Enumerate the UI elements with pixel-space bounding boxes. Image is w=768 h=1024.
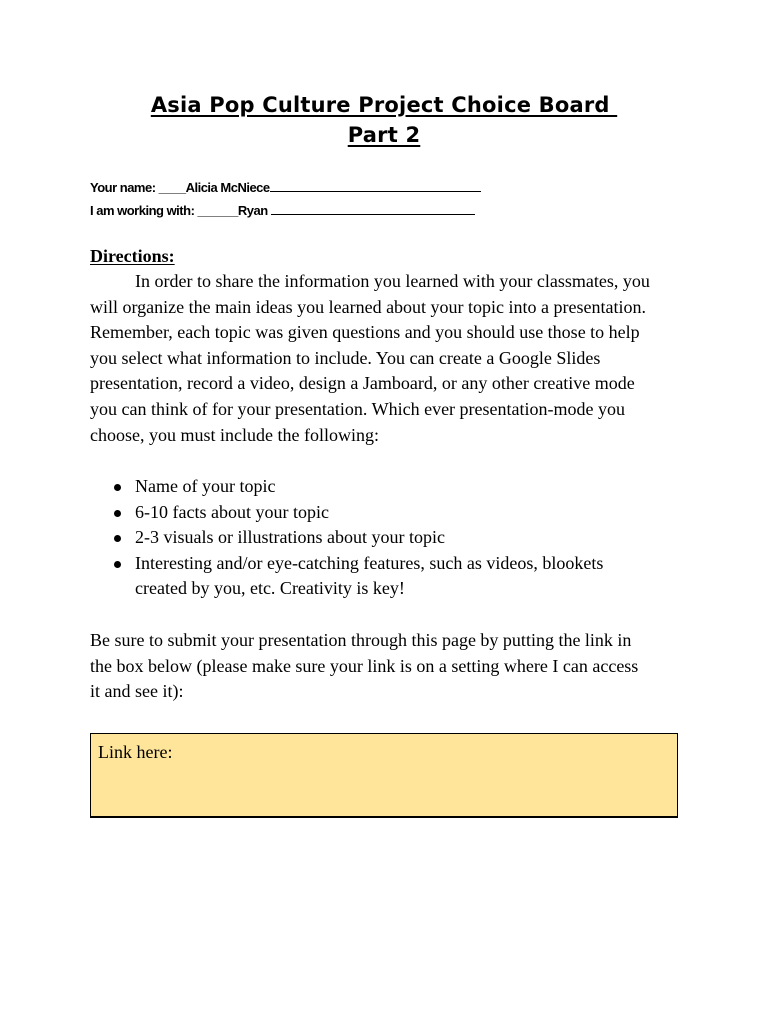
intro-line: you select what information to include. You can create a Google Slides bbox=[90, 347, 601, 368]
your-name-blank-line bbox=[270, 179, 481, 192]
your-name-value: Alicia McNiece bbox=[185, 180, 270, 195]
list-item-text: Interesting and/or eye-catching features, such as videos, blookets bbox=[135, 552, 604, 573]
directions-intro-paragraph bbox=[90, 269, 690, 448]
list-item bbox=[90, 551, 690, 602]
submit-instructions-paragraph bbox=[90, 628, 690, 705]
page-subtitle: Part 2 bbox=[347, 123, 421, 147]
bullet-dot-icon bbox=[114, 561, 121, 568]
partner-label: I am working with: bbox=[90, 203, 198, 218]
your-name-field[interactable] bbox=[90, 179, 481, 197]
submit-line: Be sure to submit your presentation through this page by putting the link in bbox=[90, 630, 632, 650]
link-submission-box[interactable] bbox=[90, 733, 678, 818]
submit-line: the box below (please make sure your link is on a setting where I can access bbox=[90, 655, 639, 676]
intro-line: choose, you must include the following: bbox=[90, 424, 379, 445]
intro-line: you can think of for your presentation. Which ever presentation-mode you bbox=[90, 398, 626, 419]
list-item bbox=[90, 474, 690, 500]
your-name-label: Your name: bbox=[90, 180, 159, 195]
requirements-list bbox=[90, 474, 690, 602]
bullet-dot-icon bbox=[114, 510, 121, 517]
your-name-prefix-line: ____ bbox=[158, 180, 186, 195]
list-item-text: 2-3 visuals or illustrations about your topic bbox=[135, 527, 445, 548]
bullet-dot-icon bbox=[114, 484, 121, 491]
directions-heading: Directions: bbox=[90, 246, 175, 266]
partner-value: Ryan bbox=[237, 203, 271, 218]
intro-line: In order to share the information you learned with your classmates, you bbox=[135, 271, 650, 291]
intro-line: presentation, record a video, design a Jamboard, or any other creative mode bbox=[90, 373, 635, 394]
submit-line: it and see it): bbox=[90, 681, 184, 702]
partner-blank-line bbox=[271, 202, 475, 215]
list-item bbox=[90, 500, 690, 526]
page-title: Asia Pop Culture Project Choice Board bbox=[150, 93, 618, 117]
partner-field[interactable] bbox=[90, 202, 475, 220]
intro-line: will organize the main ideas you learned about your topic into a presentation. bbox=[90, 296, 647, 317]
list-item-text: created by you, etc. Creativity is key! bbox=[135, 578, 405, 599]
bullet-dot-icon bbox=[114, 535, 121, 542]
list-item bbox=[90, 525, 690, 551]
link-here-label: Link here: bbox=[98, 742, 173, 762]
intro-line: Remember, each topic was given questions and you should use those to help bbox=[90, 322, 640, 343]
list-item-text: 6-10 facts about your topic bbox=[135, 501, 329, 522]
list-item-text: Name of your topic bbox=[135, 476, 276, 496]
partner-prefix-line: ______ bbox=[197, 203, 238, 218]
